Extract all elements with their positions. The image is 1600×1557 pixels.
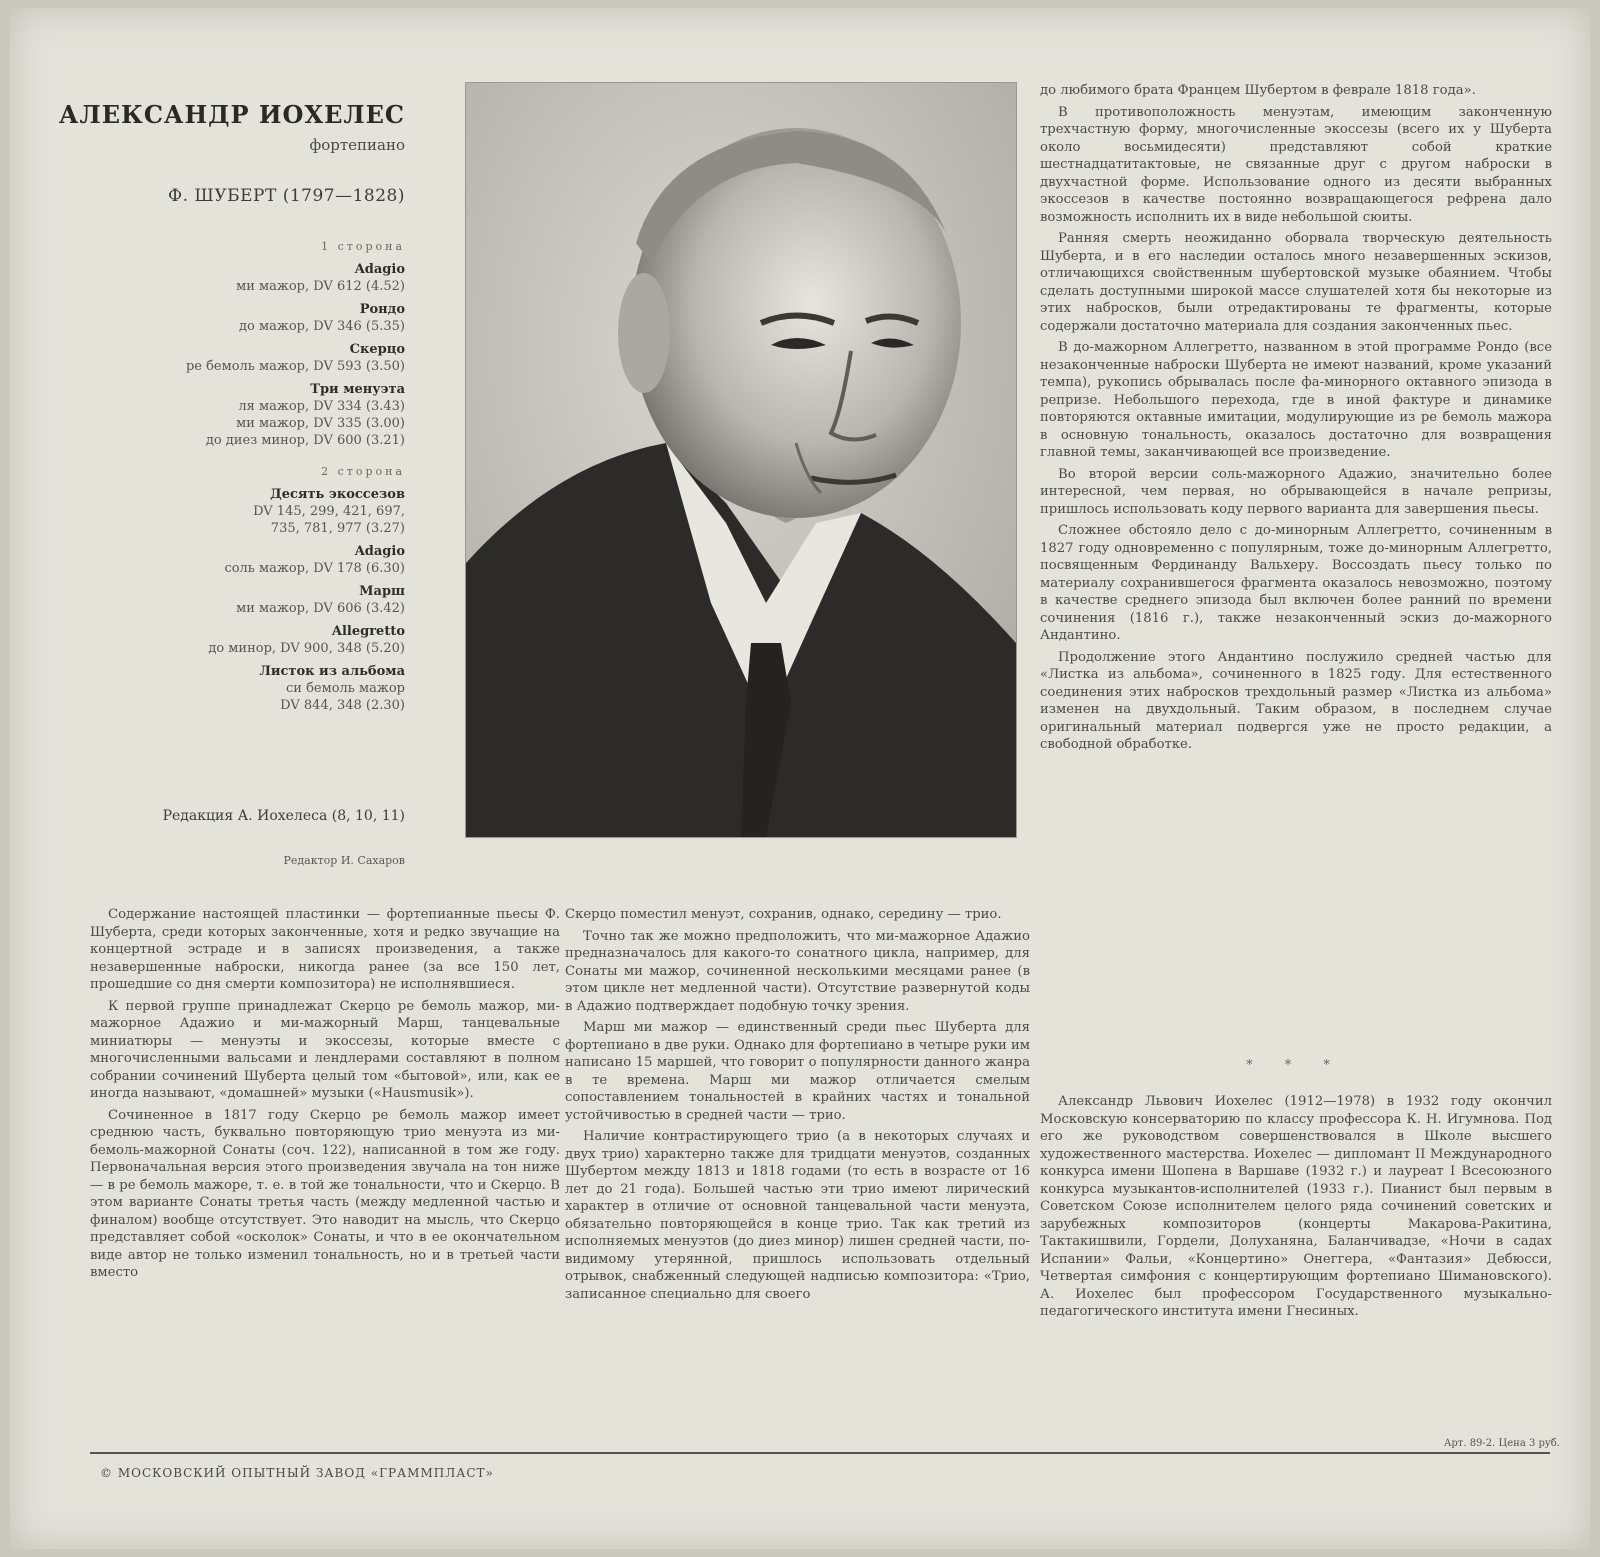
paragraph: Сложнее обстояло дело с до-минорным Аллегретто, сочиненным в 1827 году одновременно с популярным, тоже до-минорным Аллегретто, посвященным Фердинанду Вальхеру. Воссоздать пьесу только по материалу сохранившегося фрагмента оказалось невозможно, поэтому в качестве среднего эпизода был включен более ранний по времени сочинения (1816 г.), также незаконченный эскиз до-мажорного Андантино.	[1040, 523, 1552, 643]
paragraph: В противоположность менуэтам, имеющим законченную трехчастную форму, многочисленные экоссезы (всего их у Шуберта около восьмидесяти) представляют собой краткие шестнадцатитактовые, не связанные друг с другом наброски в двухчастной форме. Использование одного из десяти выбранных экоссезов в качестве постоянно возвращающегося рефрена дало возможность исполнить их в виде небольшой сюиты.	[1040, 104, 1552, 225]
footer-rule	[90, 1452, 1550, 1454]
track-title: Три менуэта	[310, 382, 405, 397]
track-detail: 735, 781, 977 (3.27)	[270, 521, 405, 536]
track-entry	[100, 381, 405, 449]
track-detail: ми мажор, DV 606 (3.42)	[236, 601, 405, 616]
side-one-label: 1 сторона	[321, 240, 405, 253]
instrument-label: фортепиано	[309, 136, 405, 154]
track-entry	[100, 623, 405, 657]
track-detail: DV 844, 348 (2.30)	[280, 698, 405, 713]
section-separator: * * *	[1246, 1058, 1344, 1073]
record-sleeve-back	[10, 8, 1590, 1549]
track-detail: ре бемоль мажор, DV 593 (3.50)	[185, 359, 405, 374]
track-detail: до мажор, DV 346 (5.35)	[239, 319, 405, 334]
track-entry	[100, 341, 405, 375]
track-title: Adagio	[354, 262, 405, 277]
track-entry	[100, 663, 405, 714]
track-title: Листок из альбома	[259, 664, 405, 679]
paragraph: Ранняя смерть неожиданно оборвала творческую деятельность Шуберта, и в его наследии осталось много незавершенных эскизов, отличающихся свойственным шубертовской музыке обаянием. Чтобы сделать доступными широкой массе слушателей хотя бы некоторые из этих набросков, были отредактированы те фрагменты, которые содержали достаточно материала для создания законченных пьес.	[1040, 231, 1552, 334]
editor-credit: Редактор И. Сахаров	[283, 854, 405, 867]
paragraph: Содержание настоящей пластинки — фортепианные пьесы Ф. Шуберта, среди которых законченные, хотя и редко звучащие на концертной эстраде и в записях произведения, а также незавершенные наброски, никогда ранее (за все 150 лет, прошедшие со дня смерти композитора) не исполнявшиеся.	[90, 907, 560, 992]
side-two-tracks	[100, 486, 405, 714]
paragraph: Во второй версии соль-мажорного Адажио, значительно более интересной, чем первая, но обрывающейся в начале репризы, пришлось использовать коду первого варианта для завершения пьесы.	[1040, 466, 1552, 517]
paragraph: Наличие контрастирующего трио (а в некоторых случаях и двух трио) характерно также для тридцати менуэтов, созданных Шубертом между 1813 и 1818 годами (то есть в возрасте от 16 лет до 21 года). Большей частью эти трио имеют лирический характер в отличие от основной танцевальной части менуэта, обязательно повторяющейся в конце трио. Так как третий из исполняемых менуэтов (до диез минор) лишен средней части, по-видимому утерянной, пришлось использовать отдельный отрывок, снабженный следующей надписью композитора: «Трио, записанное специально для своего	[565, 1129, 1030, 1302]
essay-right-top	[1040, 82, 1552, 758]
track-detail: DV 145, 299, 421, 697,	[253, 504, 405, 519]
paragraph: Точно так же можно предположить, что ми-мажорное Адажио предназначалось для какого-то сонатного цикла, например, для Сонаты ми мажор, сочиненной несколькими месяцами ранее (в этом цикле нет медленной части). Отсутствие развернутой коды в Адажио подтверждает подобную точку зрения.	[565, 928, 1030, 1014]
track-entry	[100, 543, 405, 577]
track-entry	[100, 486, 405, 537]
publisher-credit: © МОСКОВСКИЙ ОПЫТНЫЙ ЗАВОД «ГРАММПЛАСТ»	[100, 1466, 494, 1480]
track-title: Десять экоссезов	[270, 487, 405, 502]
side-one-tracks	[100, 261, 405, 449]
track-detail: до диез минор, DV 600 (3.21)	[205, 433, 405, 448]
track-title: Марш	[359, 584, 405, 599]
track-title: Рондо	[359, 302, 405, 317]
track-entry	[100, 301, 405, 335]
paragraph: Скерцо поместил менуэт, сохранив, однако, середину — трио.	[565, 907, 1002, 922]
track-detail: ми мажор, DV 335 (3.00)	[236, 416, 405, 431]
edition-note: Редакция А. Иохелеса (8, 10, 11)	[162, 808, 405, 824]
paragraph: до любимого брата Францем Шубертом в феврале 1818 года».	[1040, 83, 1476, 98]
paragraph: Продолжение этого Андантино послужило средней частью для «Листка из альбома», сочиненного в 1825 году. Для естественного соединения этих набросков трехдольный размер «Листка из альбома» изменен на двухдольный. Таким образом, в последнем случае оригинальный материал подвергся уже не просто редакции, а свободной обработке.	[1040, 649, 1552, 752]
track-title: Adagio	[354, 544, 405, 559]
paragraph: В до-мажорном Аллегретто, названном в этой программе Рондо (все незаконченные наброски Шуберта не имеют названий, кроме указаний темпа), рукопись обрывалась после фа-минорного октавного эпизода в репризе. Небольшого перехода, где в иной фактуре и динамике повторяются октавные имитации, модулирующие из ре бемоль мажора в основную тональность, оказалось достаточно для возвращения главной темы, заканчивающей все произведение.	[1040, 340, 1552, 460]
track-entry	[100, 261, 405, 295]
catalog-price: Арт. 89-2. Цена 3 руб.	[1443, 1438, 1560, 1449]
essay-column-left	[90, 906, 560, 1286]
paragraph: К первой группе принадлежат Скерцо ре бемоль мажор, ми-мажорное Адажио и ми-мажорный Марш, танцевальные миниатюры — менуэты и экоссезы, которые вместе с многочисленными вальсами и лендлерами составляют в полном собрании сочинений Шуберта целый том «бытовой», или, как ее иногда называют, «домашней» музыки («Hausmusik»).	[90, 998, 560, 1101]
paragraph: Марш ми мажор — единственный среди пьес Шуберта для фортепиано в две руки. Однако для фортепиано в четыре руки им написано 15 маршей, что говорит о популярности данного жанра в те времена. Марш ми мажор отличается смелым сопоставлением тональностей в крайних частях и тональной устойчивостью в средней части — трио.	[565, 1020, 1030, 1123]
paragraph: Сочиненное в 1817 году Скерцо ре бемоль мажор имеет среднюю часть, буквально повторяющую трио менуэта из ми-бемоль-мажорной Сонаты (соч. 122), написанной в том же году. Первоначальная версия этого произведения звучала на тон ниже — в ре бемоль мажоре, т. е. в той же тональности, что и Скерцо. В этом варианте Сонаты третья часть (между медленной частью и финалом) вообще отсутствует. Это наводит на мысль, что Скерцо представляет собой «осколок» Сонаты, и что в ее окончательном виде автор не только изменил тональность, но и в третьей части вместо	[90, 1107, 560, 1280]
track-entry	[100, 583, 405, 617]
track-detail: соль мажор, DV 178 (6.30)	[224, 561, 405, 576]
paragraph: Александр Львович Иохелес (1912—1978) в 1932 году окончил Московскую консерваторию по классу профессора К. Н. Игумнова. Под его же руководством совершенствовался в Школе высшего художественного мастерства. Иохелес — дипломант II Международного конкурса имени Шопена в Варшаве (1932 г.) и лауреат I Всесоюзного конкурса музыкантов-исполнителей (1933 г.). Пианист был первым в Советском Союзе исполнителем целого ряда сочинений советских и зарубежных композиторов (концерты Макарова-Ракитина, Тактакишвили, Гордели, Долуханяна, Баланчивадзе, «Ночи в садах Испании» Фальи, «Концертино» Онеггера, «Фантазия» Дебюсси, Четвертая симфония с концертирующим фортепиано Шимановского). А. Иохелес был профессором Государственного музыкально-педагогического института имени Гнесиных.	[1040, 1094, 1552, 1319]
track-detail: до минор, DV 900, 348 (5.20)	[208, 641, 405, 656]
track-detail: си бемоль мажор	[286, 681, 405, 696]
composer-heading: Ф. ШУБЕРТ (1797—1828)	[168, 186, 405, 206]
tracklist	[100, 232, 405, 720]
artist-portrait-photo	[465, 82, 1017, 838]
essay-column-middle	[565, 906, 1030, 1307]
side-two-label: 2 сторона	[321, 465, 405, 478]
artist-name: АЛЕКСАНДР ИОХЕЛЕС	[58, 100, 405, 129]
track-detail: ля мажор, DV 334 (3.43)	[238, 399, 405, 414]
track-title: Скерцо	[349, 342, 405, 357]
artist-biography	[1040, 1093, 1552, 1325]
track-detail: ми мажор, DV 612 (4.52)	[236, 279, 405, 294]
track-title: Allegretto	[331, 624, 405, 639]
portrait-image	[466, 83, 1016, 837]
